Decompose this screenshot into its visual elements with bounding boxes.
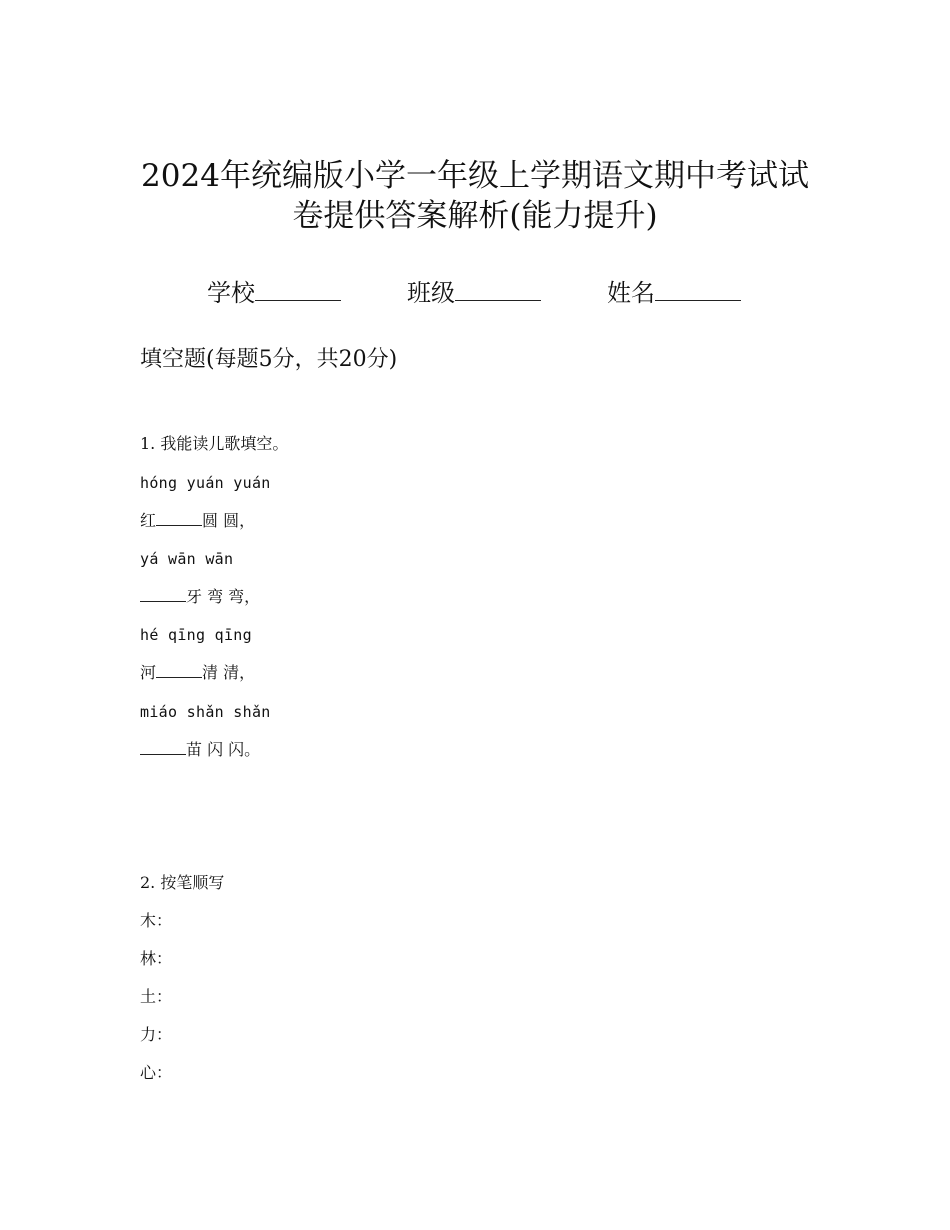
question-1-prompt: 1. 我能读儿歌填空。 [140,434,289,453]
document-title-line-2: 卷提供答案解析(能力提升) [292,198,658,234]
name-field [607,277,741,309]
pinyin-line-2: yá wān wān [140,550,234,568]
stroke-order-item-4: 力： [140,1025,173,1044]
fill-blank-4[interactable] [140,738,186,755]
school-field [207,277,341,309]
document-title-line-1: 2024年统编版小学一年级上学期语文期中考试试 [141,158,809,194]
fill-line-1-before: 红 [140,511,157,530]
fill-line-3-before: 河 [140,663,157,682]
fill-line-4 [140,738,260,761]
pinyin-line-1: hóng yuán yuán [140,474,271,492]
school-blank[interactable] [255,278,341,301]
stroke-order-item-2: 林： [140,949,173,968]
class-label: 班级 [407,279,455,307]
stroke-order-item-5: 心： [140,1063,173,1082]
fill-line-4-after: 苗 闪 闪。 [186,740,261,759]
name-blank[interactable] [655,278,741,301]
fill-line-3-after: 清 清， [202,663,256,682]
fill-line-2-after: 牙 弯 弯， [186,587,261,606]
fill-line-3 [140,661,255,684]
school-label: 学校 [207,279,255,307]
class-blank[interactable] [455,278,541,301]
fill-line-2 [140,585,260,608]
pinyin-line-4: miáo shǎn shǎn [140,703,271,721]
fill-blank-3[interactable] [156,661,202,678]
fill-blank-1[interactable] [156,509,202,526]
question-2-prompt: 2. 按笔顺写 [140,873,225,892]
stroke-order-item-1: 木： [140,911,173,930]
class-field [407,277,541,309]
fill-line-1-after: 圆 圆， [202,511,256,530]
pinyin-line-3: hé qīng qīng [140,626,252,644]
section-heading: 填空题(每题5分，共20分) [140,347,398,372]
fill-line-1 [140,509,255,532]
stroke-order-item-3: 土： [140,987,173,1006]
name-label: 姓名 [607,279,655,307]
fill-blank-2[interactable] [140,585,186,602]
